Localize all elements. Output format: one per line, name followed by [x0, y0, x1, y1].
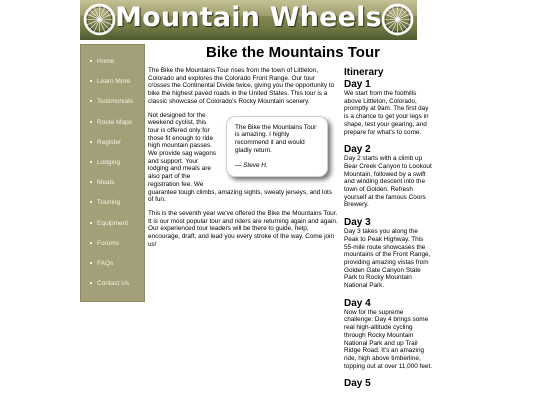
sidebar-item-label: FAQs [97, 260, 114, 267]
bullet-icon [90, 201, 92, 203]
sidebar-item-label: Register [97, 139, 122, 146]
sidebar-item-testimonials[interactable] [81, 93, 144, 113]
bullet-icon [90, 282, 92, 284]
sidebar-item-faqs[interactable] [81, 255, 144, 275]
sidebar-item-label: Equipment [97, 220, 129, 227]
fitness-paragraph: Not designed for the weekend cyclist, this tour is offered only for those fit enough to ride high mountain passes. We provide sag wagons and support. Your lodging and meals are also part of the registration fee. We guarantee tough climbs, amazing sights, sweaty jerseys, and lots of fun. [148, 111, 333, 204]
day-description: Now for the supreme challenge: Day 4 brings some real high-altitude cycling through Rocky Mountain National Park and up Trail Ridge Road. It's an amazing ride, high above timberline, topping out at over 11,000 feet. [344, 308, 432, 370]
day-description: Day 3 takes you along the Peak to Peak Highway. This 55-mile route showcases the mountains of the Front Range, providing amazing vistas from Golden Gate Canyon State Park to Rocky Mountain National Park. [344, 228, 431, 290]
sidebar-item-label: Learn More [97, 78, 131, 85]
sidebar-item-label: Training [97, 199, 121, 206]
bullet-icon [90, 100, 92, 102]
sidebar-item-label: Home [97, 58, 115, 65]
site-banner [80, 0, 417, 40]
sidebar-item-forums[interactable] [81, 235, 144, 255]
sidebar-item-home[interactable] [81, 53, 144, 73]
day-title: Day 2 [344, 144, 371, 156]
sidebar-item-training[interactable] [81, 194, 144, 214]
site-title: Mountain Wheels [115, 2, 382, 33]
sidebar-item-meals[interactable] [81, 174, 144, 194]
sidebar-item-label: Forums [97, 240, 120, 247]
bullet-icon [90, 262, 92, 264]
bullet-icon [90, 161, 92, 163]
day-title: Day 5 [344, 378, 371, 390]
itinerary [344, 67, 432, 389]
day-description: We start from the foothills above Littleton, Colorado, promptly at 9am. The first day is a chance to get your legs in shape, test your gearing, and prepare for what's to come. [344, 90, 429, 136]
sidebar-item-equipment[interactable] [81, 215, 144, 235]
bullet-icon [90, 181, 92, 183]
sidebar-item-label: Meals [97, 179, 115, 186]
day-title: Day 3 [344, 217, 371, 229]
sidebar-item-label: Route Maps [97, 119, 133, 126]
page-title: Bike the Mountains Tour [206, 44, 380, 61]
day-title: Day 1 [344, 79, 371, 90]
bullet-icon [90, 121, 92, 123]
day-title: Day 4 [344, 297, 371, 309]
sidebar-item-route-maps[interactable] [81, 114, 144, 134]
bicycle-wheel-icon [381, 3, 414, 36]
intro-paragraph: The Bike the Mountains Tour rises from the town of Littleton, Colorado and explores the Colorado Front Range. Our tour crosses the Continental Divide twice, giving you the opportunity to bike the highest paved roads in the United States. This tour is a classic showcase of Colorado's Rocky Mountain scenery. [148, 67, 335, 105]
bullet-icon [90, 141, 92, 143]
bullet-icon [90, 80, 92, 82]
returning-paragraph: This is the seventh year we've offered the Bike the Mountains Tour. It is our most popular tour and riders are returning again and again. Our experienced tour leaders will be there to guide, help, encourage, draft, and lead you every stroke of the way. Come join us! [148, 209, 338, 248]
main-content [148, 67, 338, 254]
sidebar-item-contact-us[interactable] [81, 275, 144, 295]
bullet-icon [90, 60, 92, 62]
quote-text: The Bike the Mountains Tour is amazing. I highly recommend it and would gladly return. [235, 123, 317, 154]
sidebar-item-lodging[interactable] [81, 154, 144, 174]
itinerary-heading: Itinerary [344, 67, 384, 78]
day-description: Day 2 starts with a climb up Bear Creek Canyon to Lookout Mountain, followed by a swift and winding descent into the town of Golden. Refresh yourself at the famous Coors Brewery. [344, 155, 432, 209]
sidebar-item-label: Testimonials [97, 98, 133, 105]
quote-author: — Steve H. [235, 162, 268, 170]
sidebar-item-learn-more[interactable] [81, 73, 144, 93]
bullet-icon [90, 222, 92, 224]
testimonial-quote [226, 116, 328, 178]
bullet-icon [90, 242, 92, 244]
sidebar-item-label: Lodging [97, 159, 121, 166]
sidebar-item-register[interactable] [81, 134, 144, 154]
sidebar-nav [80, 44, 145, 302]
sidebar-item-label: Contact Us [97, 280, 130, 287]
